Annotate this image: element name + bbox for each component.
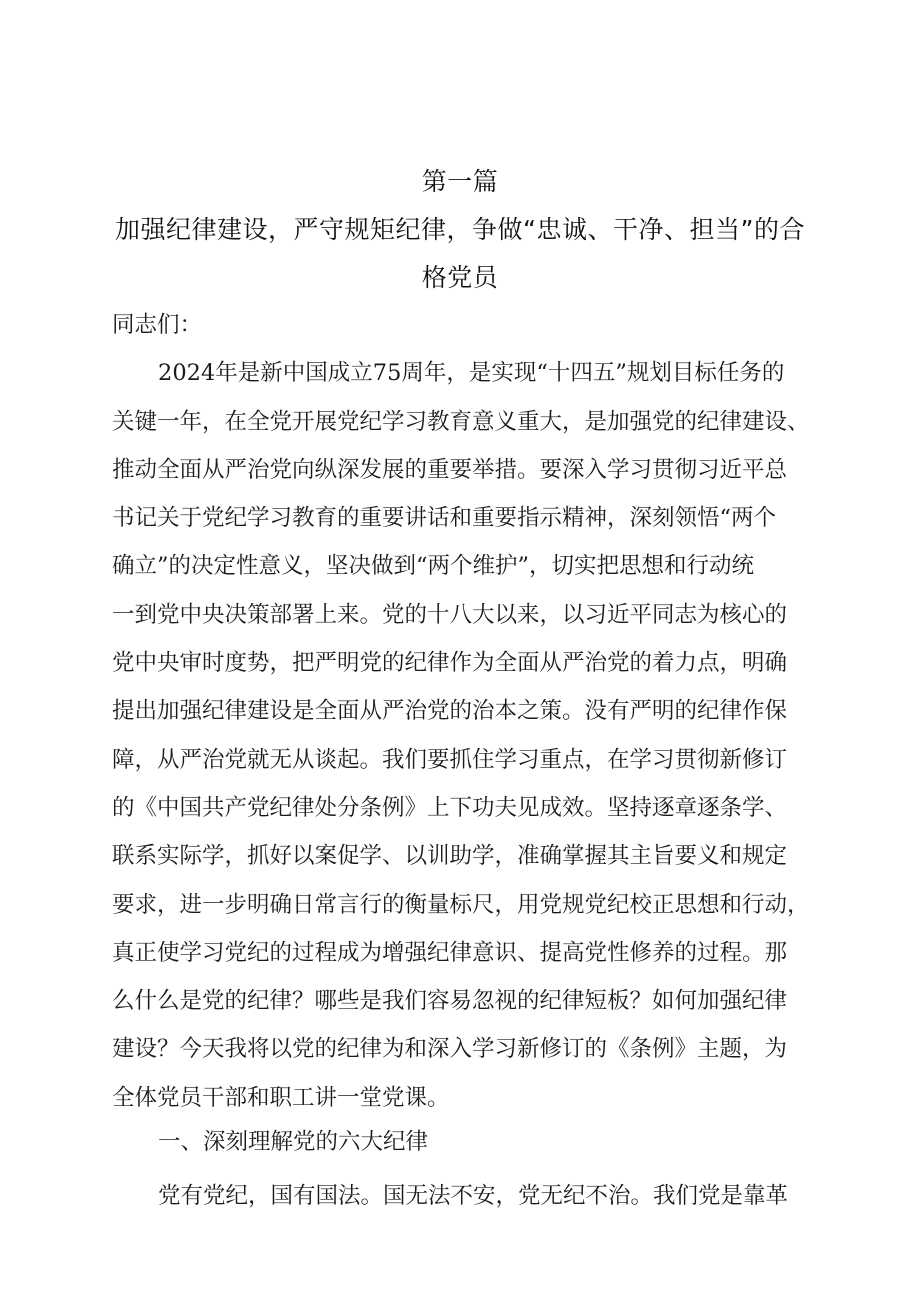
title-line-3: 格党员 bbox=[421, 263, 499, 292]
paragraph-2-line: 党有党纪，国有国法。国无法不安，党无纪不治。我们党是靠革 bbox=[158, 1183, 789, 1210]
section-heading: 一、深刻理解党的六大纪律 bbox=[158, 1129, 429, 1156]
paragraph-1-line: 么什么是党的纪律？哪些是我们容易忽视的纪律短板？如何加强纪律 bbox=[112, 988, 788, 1015]
paragraph-1-line: 联系实际学，抓好以案促学、以训助学，准确掌握其主旨要义和规定 bbox=[112, 843, 788, 870]
paragraph-1-line: 的《中国共产党纪律处分条例》上下功夫见成效。坚持逐章逐条学、 bbox=[112, 794, 788, 821]
document-title bbox=[100, 158, 820, 302]
paragraph-1-line: 真正使学习党纪的过程成为增强纪律意识、提高党性修养的过程。那 bbox=[112, 939, 788, 966]
paragraph-1-line: 障，从严治党就无从谈起。我们要抓住学习重点，在学习贯彻新修订 bbox=[112, 746, 788, 773]
title-line-1: 第一篇 bbox=[421, 167, 499, 196]
paragraph-1-line: 确立”的决定性意义，坚决做到“两个维护”，切实把思想和行动统 bbox=[112, 553, 755, 580]
paragraph-1-line: 书记关于党纪学习教育的重要讲话和重要指示精神，深刻领悟“两个 bbox=[112, 505, 777, 532]
title-line-2: 加强纪律建设，严守规矩纪律，争做“忠诚、干净、担当”的合 bbox=[115, 215, 805, 244]
document-body bbox=[112, 301, 824, 1221]
paragraph-1-line: 全体党员干部和职工讲一堂党课。 bbox=[112, 1084, 450, 1111]
paragraph-1-line: 建设？今天我将以党的纪律为和深入学习新修订的《条例》主题，为 bbox=[112, 1036, 788, 1063]
paragraph-1-line: 关键一年，在全党开展党纪学习教育意义重大，是加强党的纪律建设、 bbox=[112, 408, 810, 435]
paragraph-1-line: 2024年是新中国成立75周年，是实现“十四五”规划目标任务的 bbox=[158, 360, 785, 387]
paragraph-1-line: 一到党中央决策部署上来。党的十八大以来，以习近平同志为核心的 bbox=[112, 601, 788, 628]
salutation: 同志们： bbox=[112, 312, 203, 338]
paragraph-1-line: 提出加强纪律建设是全面从严治党的治本之策。没有严明的纪律作保 bbox=[112, 698, 788, 725]
paragraph-1-line: 推动全面从严治党向纵深发展的重要举措。要深入学习贯彻习近平总 bbox=[112, 456, 788, 483]
paragraph-1-line: 党中央审时度势，把严明党的纪律作为全面从严治党的着力点，明确 bbox=[112, 650, 788, 677]
paragraph-1-line: 要求，进一步明确日常言行的衡量标尺，用党规党纪校正思想和行动， bbox=[112, 891, 810, 918]
